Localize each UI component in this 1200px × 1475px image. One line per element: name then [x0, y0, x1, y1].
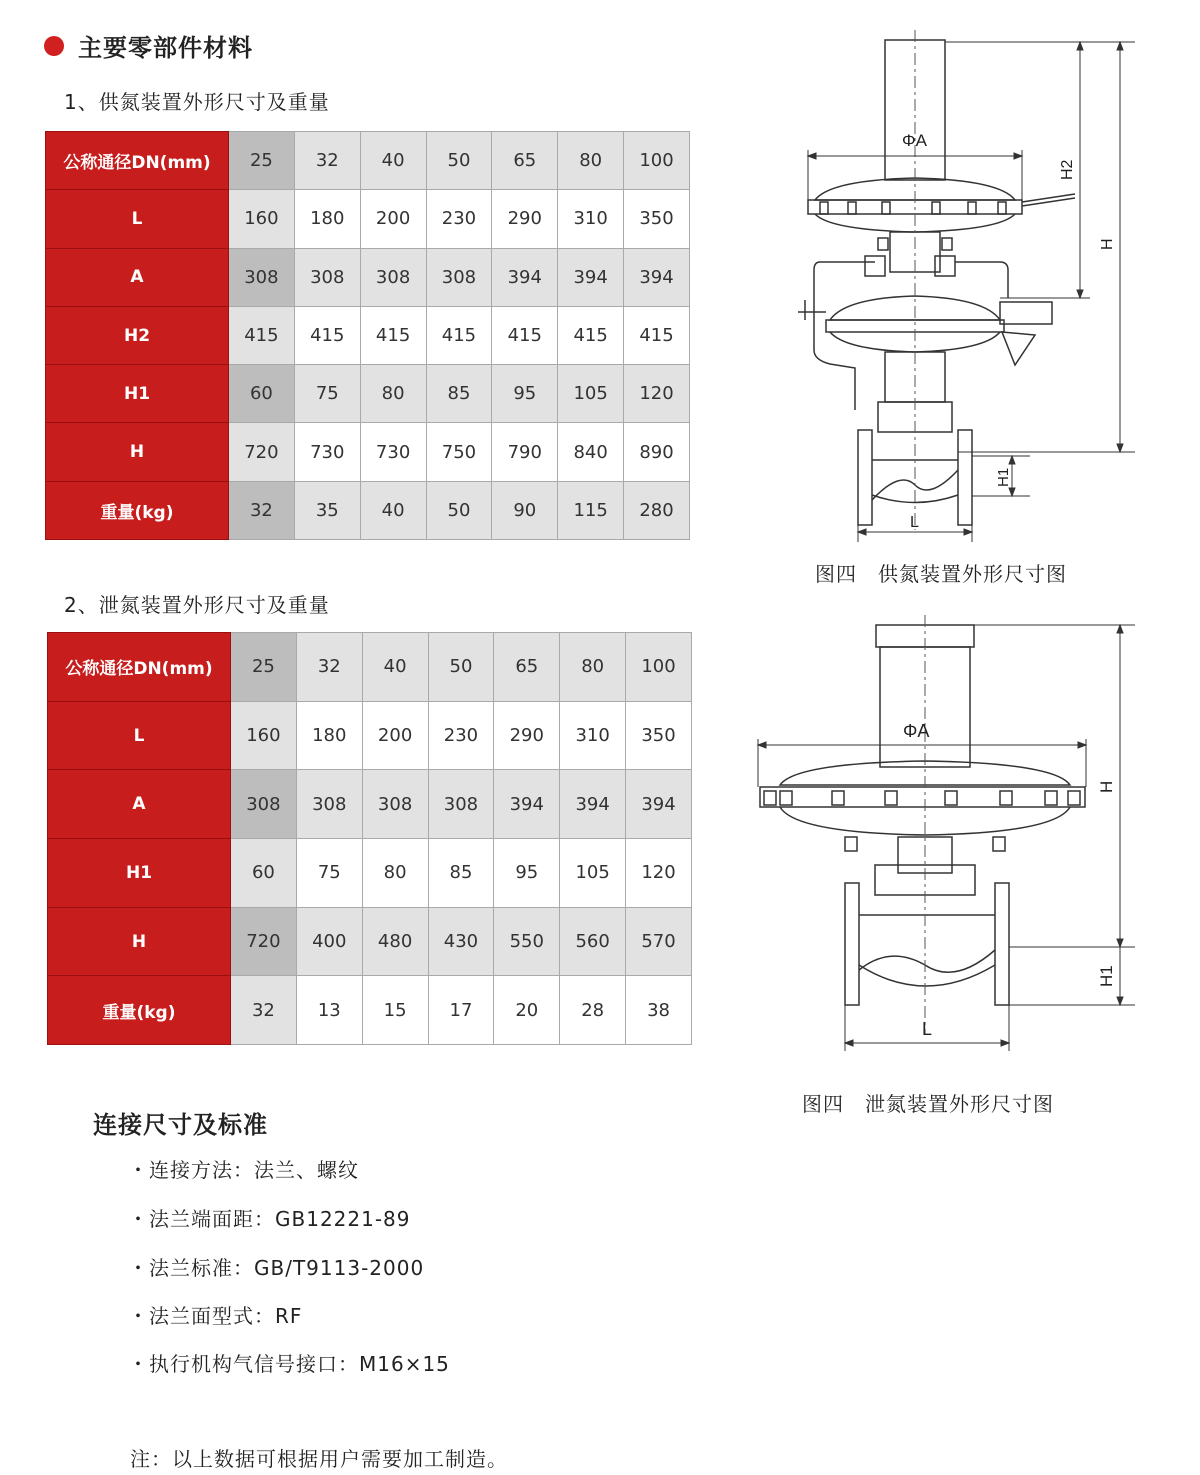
table-cell: 80: [360, 365, 426, 423]
table-cell: 750: [426, 423, 492, 481]
section-title: [44, 28, 253, 63]
table-cell: 394: [558, 248, 624, 306]
row-header: H: [48, 907, 231, 976]
row-header: H: [46, 423, 229, 481]
row-header: H1: [46, 365, 229, 423]
supply-device-drawing: [790, 30, 1180, 550]
table-cell: 105: [560, 839, 626, 908]
table-cell: 38: [626, 976, 692, 1045]
row-header: H1: [48, 839, 231, 908]
table-cell: 730: [360, 423, 426, 481]
table-cell: 32: [231, 976, 297, 1045]
table1-title: 1、供氮装置外形尺寸及重量: [64, 90, 330, 114]
table-cell: 60: [229, 365, 295, 423]
table-cell: 95: [492, 365, 558, 423]
table-cell: 120: [624, 365, 690, 423]
table-cell: 720: [229, 423, 295, 481]
table-cell: 100: [624, 132, 690, 190]
table-cell: 40: [360, 132, 426, 190]
row-header: H2: [46, 306, 229, 364]
table-cell: 50: [428, 633, 494, 702]
table-row: [46, 365, 690, 423]
table-cell: 28: [560, 976, 626, 1045]
table-cell: 35: [294, 481, 360, 539]
table-cell: 480: [362, 907, 428, 976]
table-cell: 120: [626, 839, 692, 908]
table-cell: 720: [231, 907, 297, 976]
figure1-caption: 图四 供氮装置外形尺寸图: [815, 562, 1067, 586]
table-cell: 400: [296, 907, 362, 976]
table-cell: 90: [492, 481, 558, 539]
standard-item: ・法兰面型式：RF: [128, 1304, 303, 1328]
table-row: [46, 481, 690, 539]
table-cell: 60: [231, 839, 297, 908]
fig1-H2-label: H2: [1059, 159, 1076, 180]
table-cell: 32: [294, 132, 360, 190]
figure2-caption: 图四 泄氮装置外形尺寸图: [802, 1092, 1054, 1116]
table-cell: 85: [428, 839, 494, 908]
table-row: [46, 306, 690, 364]
table-cell: 13: [296, 976, 362, 1045]
table-cell: 730: [294, 423, 360, 481]
fig1-H-label: H: [1099, 238, 1116, 250]
fig2-phiA-label: ΦA: [903, 721, 930, 741]
table-cell: 308: [294, 248, 360, 306]
table-cell: 415: [558, 306, 624, 364]
table-cell: 415: [360, 306, 426, 364]
fig1-phiA-label: ΦA: [902, 131, 927, 150]
table-cell: 560: [560, 907, 626, 976]
table-cell: 394: [492, 248, 558, 306]
table-row: [48, 770, 692, 839]
table-cell: 840: [558, 423, 624, 481]
table-row: [46, 423, 690, 481]
table-cell: 415: [624, 306, 690, 364]
table-cell: 100: [626, 633, 692, 702]
table-row: [48, 976, 692, 1045]
fig2-L-label: L: [922, 1019, 933, 1039]
fig2-H1-label: H1: [1097, 965, 1116, 987]
table-cell: 890: [624, 423, 690, 481]
table-cell: 570: [626, 907, 692, 976]
table-cell: 308: [426, 248, 492, 306]
table-cell: 65: [494, 633, 560, 702]
table-cell: 415: [492, 306, 558, 364]
row-header: L: [46, 190, 229, 248]
table-cell: 75: [294, 365, 360, 423]
table-row: [48, 701, 692, 770]
table-cell: 80: [362, 839, 428, 908]
row-header: 公称通径DN(mm): [48, 633, 231, 702]
table-row: [48, 839, 692, 908]
table-cell: 230: [426, 190, 492, 248]
table-cell: 310: [558, 190, 624, 248]
table-cell: 394: [560, 770, 626, 839]
section-title-text: 主要零部件材料: [78, 34, 253, 62]
table-cell: 430: [428, 907, 494, 976]
table-cell: 15: [362, 976, 428, 1045]
table-cell: 105: [558, 365, 624, 423]
table-cell: 394: [624, 248, 690, 306]
bullet-dot-icon: [44, 36, 64, 56]
table-cell: 230: [428, 701, 494, 770]
table-cell: 308: [362, 770, 428, 839]
supply-nitrogen-dimension-table: [45, 131, 690, 540]
table2-title: 2、泄氮装置外形尺寸及重量: [64, 593, 330, 617]
table-cell: 32: [296, 633, 362, 702]
table-cell: 308: [296, 770, 362, 839]
table-cell: 75: [296, 839, 362, 908]
table-cell: 65: [492, 132, 558, 190]
fig1-L-label: L: [910, 514, 919, 531]
release-device-drawing: [750, 615, 1180, 1065]
table-cell: 394: [494, 770, 560, 839]
table-row: [48, 907, 692, 976]
table-cell: 350: [626, 701, 692, 770]
table-cell: 180: [296, 701, 362, 770]
table-cell: 308: [360, 248, 426, 306]
standard-item: ・法兰端面距：GB12221-89: [128, 1207, 411, 1231]
table-cell: 350: [624, 190, 690, 248]
row-header: L: [48, 701, 231, 770]
table-row: [46, 190, 690, 248]
table-cell: 20: [494, 976, 560, 1045]
table-cell: 160: [229, 190, 295, 248]
table-cell: 415: [426, 306, 492, 364]
table-cell: 50: [426, 481, 492, 539]
table-cell: 50: [426, 132, 492, 190]
table-cell: 200: [360, 190, 426, 248]
table-cell: 32: [229, 481, 295, 539]
row-header: A: [48, 770, 231, 839]
table-cell: 160: [231, 701, 297, 770]
row-header: 公称通径DN(mm): [46, 132, 229, 190]
table-cell: 790: [492, 423, 558, 481]
release-nitrogen-dimension-table: [47, 632, 692, 1045]
table-cell: 40: [362, 633, 428, 702]
table-cell: 415: [294, 306, 360, 364]
row-header: 重量(kg): [48, 976, 231, 1045]
table-cell: 308: [231, 770, 297, 839]
table-cell: 95: [494, 839, 560, 908]
table-cell: 310: [560, 701, 626, 770]
standard-item: ・执行机构气信号接口：M16×15: [128, 1352, 450, 1376]
table-cell: 308: [428, 770, 494, 839]
standard-item: ・连接方法：法兰、螺纹: [128, 1158, 359, 1182]
fig2-H-label: H: [1097, 780, 1116, 793]
table-row: [46, 132, 690, 190]
table-cell: 180: [294, 190, 360, 248]
table-cell: 394: [626, 770, 692, 839]
standard-item: ・法兰标准：GB/T9113-2000: [128, 1256, 425, 1280]
table-row: [46, 248, 690, 306]
table-cell: 80: [560, 633, 626, 702]
table-cell: 80: [558, 132, 624, 190]
fig1-H1-label: H1: [995, 467, 1012, 487]
table-cell: 25: [229, 132, 295, 190]
table-cell: 550: [494, 907, 560, 976]
table-row: [48, 633, 692, 702]
table-cell: 115: [558, 481, 624, 539]
table-cell: 415: [229, 306, 295, 364]
table-cell: 308: [229, 248, 295, 306]
standards-title: 连接尺寸及标准: [93, 1111, 268, 1139]
table-cell: 280: [624, 481, 690, 539]
table-cell: 17: [428, 976, 494, 1045]
row-header: A: [46, 248, 229, 306]
row-header: 重量(kg): [46, 481, 229, 539]
table-cell: 200: [362, 701, 428, 770]
footnote: 注：以上数据可根据用户需要加工制造。: [130, 1447, 508, 1471]
table-cell: 25: [231, 633, 297, 702]
table-cell: 290: [494, 701, 560, 770]
table-cell: 40: [360, 481, 426, 539]
table-cell: 290: [492, 190, 558, 248]
table-cell: 85: [426, 365, 492, 423]
